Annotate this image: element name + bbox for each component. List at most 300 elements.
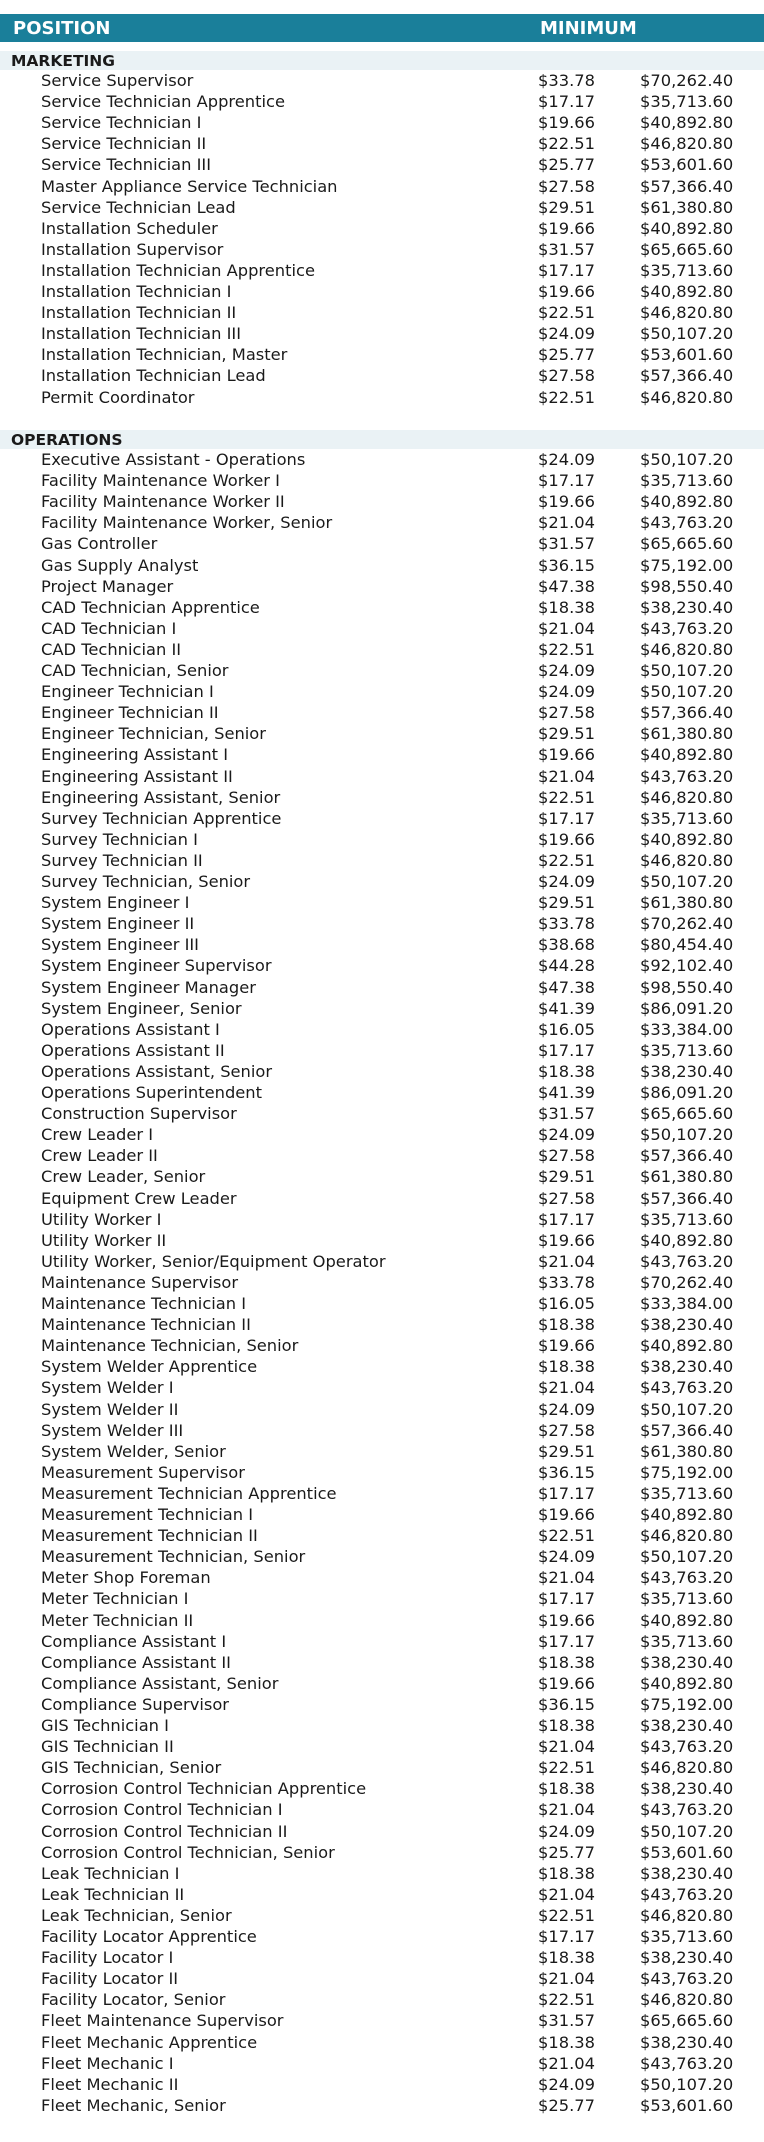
- hourly-minimum-cell: $21.04: [538, 1378, 595, 1398]
- position-cell: Service Supervisor: [41, 71, 194, 90]
- annual-minimum-cell: $43,763.20: [640, 1378, 734, 1398]
- position-cell: Service Technician II: [41, 134, 207, 154]
- table-row: [0, 850, 764, 871]
- table-header: [0, 14, 764, 42]
- position-cell: Measurement Technician I: [41, 1505, 254, 1524]
- hourly-minimum-cell: $17.17: [538, 1040, 595, 1060]
- annual-minimum-cell: $75,192.00: [640, 555, 734, 575]
- table-row: [0, 660, 764, 681]
- annual-minimum-cell: $65,665.60: [640, 239, 734, 259]
- position-cell: Operations Assistant I: [41, 1019, 220, 1039]
- hourly-minimum-cell: $31.57: [538, 239, 595, 259]
- table-row: [0, 176, 764, 197]
- hourly-minimum-cell: $27.58: [538, 1420, 595, 1440]
- annual-minimum-cell: $43,763.20: [640, 1884, 734, 1904]
- annual-minimum-cell: $43,763.20: [640, 513, 734, 533]
- position-cell: Service Technician Lead: [41, 197, 236, 217]
- annual-minimum-cell: $61,380.80: [640, 1167, 734, 1187]
- hourly-minimum-cell: $19.66: [538, 1336, 595, 1356]
- hourly-minimum-cell: $47.38: [538, 576, 595, 596]
- hourly-minimum-cell: $19.66: [538, 218, 595, 238]
- annual-minimum-cell: $38,230.40: [640, 1061, 734, 1081]
- table-row: [0, 197, 764, 218]
- annual-minimum-cell: $50,107.20: [640, 2074, 734, 2094]
- annual-minimum-cell: $50,107.20: [640, 682, 734, 702]
- annual-minimum-cell: $46,820.80: [640, 303, 734, 323]
- position-cell: Measurement Technician, Senior: [41, 1547, 306, 1567]
- table-row: [0, 1377, 764, 1398]
- annual-minimum-cell: $53,601.60: [640, 2095, 734, 2115]
- annual-minimum-cell: $50,107.20: [640, 324, 734, 344]
- position-cell: Master Appliance Service Technician: [41, 176, 338, 196]
- position-cell: Installation Technician III: [41, 324, 242, 344]
- position-cell: Facility Locator II: [41, 1969, 179, 1989]
- table-row: [0, 1462, 764, 1483]
- annual-minimum-cell: $33,384.00: [640, 1294, 734, 1313]
- position-cell: Compliance Assistant, Senior: [41, 1673, 279, 1693]
- position-cell: Equipment Crew Leader: [41, 1188, 237, 1208]
- table-row: [0, 1399, 764, 1420]
- position-cell: Installation Scheduler: [41, 218, 218, 238]
- position-cell: Installation Technician Lead: [41, 366, 266, 386]
- hourly-minimum-cell: $18.38: [538, 2032, 595, 2052]
- annual-minimum-cell: $61,380.80: [640, 893, 734, 913]
- table-row: [0, 1757, 764, 1778]
- hourly-minimum-cell: $22.51: [538, 1990, 595, 2010]
- table-row: [0, 1124, 764, 1145]
- position-cell: GIS Technician II: [41, 1737, 174, 1757]
- annual-minimum-cell: $65,665.60: [640, 2011, 734, 2031]
- table-row: [0, 1715, 764, 1736]
- annual-minimum-cell: $35,713.60: [640, 1483, 734, 1503]
- hourly-minimum-cell: $22.51: [538, 1905, 595, 1925]
- table-row: [0, 1335, 764, 1356]
- annual-minimum-cell: $35,713.60: [640, 1927, 734, 1946]
- hourly-minimum-cell: $24.09: [538, 1547, 595, 1567]
- table-row: [0, 723, 764, 744]
- annual-minimum-cell: $61,380.80: [640, 724, 734, 744]
- table-row: [0, 1293, 764, 1314]
- annual-minimum-cell: $46,820.80: [640, 850, 734, 870]
- position-cell: Fleet Mechanic II: [41, 2074, 179, 2094]
- annual-minimum-cell: $57,366.40: [640, 1188, 734, 1208]
- hourly-minimum-cell: $25.77: [538, 345, 595, 365]
- hourly-minimum-cell: $22.51: [538, 303, 595, 323]
- table-row: [0, 1736, 764, 1757]
- position-cell: System Engineer, Senior: [41, 998, 242, 1018]
- hourly-minimum-cell: $31.57: [538, 2011, 595, 2031]
- table-row: [0, 533, 764, 554]
- table-row: [0, 555, 764, 576]
- position-cell: Corrosion Control Technician I: [41, 1800, 283, 1820]
- position-cell: Operations Assistant II: [41, 1040, 225, 1060]
- hourly-minimum-cell: $25.77: [538, 155, 595, 175]
- annual-minimum-cell: $50,107.20: [640, 1547, 734, 1567]
- hourly-minimum-cell: $22.51: [538, 850, 595, 870]
- position-cell: Measurement Technician II: [41, 1526, 258, 1546]
- table-row: [0, 387, 764, 408]
- table-row: [0, 1103, 764, 1124]
- annual-minimum-cell: $33,384.00: [640, 1019, 734, 1039]
- position-cell: Crew Leader I: [41, 1125, 154, 1145]
- annual-minimum-cell: $70,262.40: [640, 71, 734, 90]
- position-cell: System Engineer III: [41, 935, 199, 955]
- hourly-minimum-cell: $17.17: [538, 92, 595, 112]
- annual-minimum-cell: $35,713.60: [640, 1040, 734, 1060]
- annual-minimum-cell: $35,713.60: [640, 1631, 734, 1651]
- hourly-minimum-cell: $31.57: [538, 1104, 595, 1124]
- hourly-minimum-cell: $22.51: [538, 1526, 595, 1546]
- table-row: [0, 744, 764, 765]
- hourly-minimum-cell: $17.17: [538, 808, 595, 828]
- table-row: [0, 1989, 764, 2010]
- position-cell: CAD Technician, Senior: [41, 661, 229, 680]
- annual-minimum-cell: $53,601.60: [640, 155, 734, 175]
- table-row: [0, 1778, 764, 1799]
- position-cell: Gas Supply Analyst: [41, 555, 199, 575]
- position-cell: Survey Technician II: [41, 850, 203, 870]
- position-cell: Facility Maintenance Worker II: [41, 492, 285, 512]
- table-row: [0, 512, 764, 533]
- annual-minimum-cell: $40,892.80: [640, 492, 734, 512]
- table-row: [0, 449, 764, 470]
- table-row: [0, 344, 764, 365]
- annual-minimum-cell: $38,230.40: [640, 597, 734, 617]
- position-cell: Installation Technician II: [41, 303, 237, 323]
- annual-minimum-cell: $86,091.20: [640, 998, 734, 1018]
- annual-minimum-cell: $40,892.80: [640, 829, 734, 849]
- annual-minimum-cell: $38,230.40: [640, 2032, 734, 2052]
- annual-minimum-cell: $43,763.20: [640, 1800, 734, 1820]
- hourly-minimum-cell: $21.04: [538, 1884, 595, 1904]
- annual-minimum-cell: $70,262.40: [640, 1272, 734, 1292]
- position-cell: Measurement Supervisor: [41, 1462, 245, 1482]
- position-cell: Crew Leader, Senior: [41, 1167, 206, 1187]
- annual-minimum-cell: $43,763.20: [640, 2053, 734, 2073]
- table-row: [0, 491, 764, 512]
- hourly-minimum-cell: $21.04: [538, 1800, 595, 1820]
- hourly-minimum-cell: $17.17: [538, 1927, 595, 1946]
- table-row: [0, 112, 764, 133]
- hourly-minimum-cell: $22.51: [538, 1758, 595, 1778]
- position-cell: Corrosion Control Technician Apprentice: [41, 1779, 367, 1799]
- position-cell: Service Technician III: [41, 155, 212, 175]
- annual-minimum-cell: $43,763.20: [640, 1568, 734, 1588]
- table-row: [0, 133, 764, 154]
- table-row: [0, 218, 764, 239]
- hourly-minimum-cell: $38.68: [538, 935, 595, 955]
- table-row: [0, 1631, 764, 1652]
- hourly-minimum-cell: $19.66: [538, 745, 595, 765]
- table-row: [0, 1968, 764, 1989]
- position-cell: System Welder, Senior: [41, 1441, 226, 1461]
- table-row: [0, 1525, 764, 1546]
- table-row: [0, 1251, 764, 1272]
- annual-minimum-cell: $53,601.60: [640, 345, 734, 365]
- position-cell: Utility Worker, Senior/Equipment Operator: [41, 1251, 386, 1271]
- table-row: [0, 829, 764, 850]
- position-cell: Engineering Assistant I: [41, 745, 229, 765]
- position-cell: Fleet Maintenance Supervisor: [41, 2011, 284, 2031]
- position-cell: System Welder Apprentice: [41, 1357, 258, 1377]
- table-row: [0, 1842, 764, 1863]
- annual-minimum-cell: $57,366.40: [640, 703, 734, 723]
- table-row: [0, 1673, 764, 1694]
- hourly-minimum-cell: $18.38: [538, 1716, 595, 1735]
- table-row: [0, 1356, 764, 1377]
- table-row: [0, 1061, 764, 1082]
- position-cell: Utility Worker II: [41, 1230, 167, 1250]
- hourly-minimum-cell: $21.04: [538, 1251, 595, 1271]
- table-row: [0, 1019, 764, 1040]
- annual-minimum-cell: $38,230.40: [640, 1716, 734, 1735]
- annual-minimum-cell: $46,820.80: [640, 387, 734, 407]
- annual-minimum-cell: $57,366.40: [640, 1420, 734, 1440]
- hourly-minimum-cell: $21.04: [538, 1737, 595, 1757]
- table-row: [0, 70, 764, 91]
- position-cell: Engineer Technician II: [41, 703, 219, 723]
- hourly-minimum-cell: $18.38: [538, 1779, 595, 1799]
- annual-minimum-cell: $40,892.80: [640, 1505, 734, 1524]
- table-row: [0, 787, 764, 808]
- annual-minimum-cell: $40,892.80: [640, 113, 734, 133]
- hourly-minimum-cell: $29.51: [538, 724, 595, 744]
- hourly-minimum-cell: $19.66: [538, 282, 595, 301]
- table-row: [0, 1483, 764, 1504]
- annual-minimum-cell: $35,713.60: [640, 260, 734, 280]
- position-cell: Fleet Mechanic I: [41, 2053, 174, 2073]
- hourly-minimum-cell: $18.38: [538, 1357, 595, 1377]
- minimum-column-header: MINIMUM: [540, 18, 637, 39]
- annual-minimum-cell: $40,892.80: [640, 745, 734, 765]
- position-cell: Installation Supervisor: [41, 239, 224, 259]
- hourly-minimum-cell: $22.51: [538, 387, 595, 407]
- position-cell: Facility Locator, Senior: [41, 1990, 226, 2010]
- annual-minimum-cell: $43,763.20: [640, 1737, 734, 1757]
- table-row: [0, 977, 764, 998]
- annual-minimum-cell: $98,550.40: [640, 576, 734, 596]
- hourly-minimum-cell: $29.51: [538, 893, 595, 913]
- table-row: [0, 892, 764, 913]
- hourly-minimum-cell: $17.17: [538, 1589, 595, 1609]
- table-row: [0, 2095, 764, 2116]
- position-cell: Facility Locator Apprentice: [41, 1927, 257, 1946]
- annual-minimum-cell: $38,230.40: [640, 1315, 734, 1335]
- table-row: [0, 1567, 764, 1588]
- table-row: [0, 1546, 764, 1567]
- hourly-minimum-cell: $17.17: [538, 260, 595, 280]
- hourly-minimum-cell: $24.09: [538, 2074, 595, 2094]
- annual-minimum-cell: $35,713.60: [640, 808, 734, 828]
- annual-minimum-cell: $46,820.80: [640, 787, 734, 807]
- annual-minimum-cell: $38,230.40: [640, 1948, 734, 1968]
- table-row: [0, 1947, 764, 1968]
- table-row: [0, 1884, 764, 1905]
- position-cell: Meter Technician II: [41, 1610, 194, 1630]
- hourly-minimum-cell: $18.38: [538, 1315, 595, 1335]
- table-row: [0, 1905, 764, 1926]
- annual-minimum-cell: $38,230.40: [640, 1863, 734, 1883]
- position-cell: Operations Assistant, Senior: [41, 1061, 273, 1081]
- position-cell: Service Technician I: [41, 113, 202, 133]
- table-row: [0, 1230, 764, 1251]
- annual-minimum-cell: $53,601.60: [640, 1842, 734, 1862]
- position-cell: Leak Technician, Senior: [41, 1905, 232, 1925]
- position-cell: CAD Technician I: [41, 618, 177, 638]
- position-cell: Survey Technician I: [41, 829, 198, 849]
- table-row: [0, 2010, 764, 2031]
- table-row: [0, 1145, 764, 1166]
- annual-minimum-cell: $46,820.80: [640, 1990, 734, 2010]
- table-row: [0, 913, 764, 934]
- table-row: [0, 998, 764, 1019]
- position-cell: System Welder I: [41, 1378, 174, 1398]
- table-row: [0, 323, 764, 344]
- table-row: [0, 1610, 764, 1631]
- annual-minimum-cell: $40,892.80: [640, 1610, 734, 1630]
- position-cell: Crew Leader II: [41, 1146, 158, 1166]
- hourly-minimum-cell: $36.15: [538, 1462, 595, 1482]
- position-cell: Gas Controller: [41, 534, 158, 554]
- annual-minimum-cell: $43,763.20: [640, 766, 734, 786]
- position-cell: Engineer Technician I: [41, 682, 214, 702]
- annual-minimum-cell: $65,665.60: [640, 1104, 734, 1124]
- hourly-minimum-cell: $25.77: [538, 2095, 595, 2115]
- table-row: [0, 2053, 764, 2074]
- annual-minimum-cell: $40,892.80: [640, 282, 734, 301]
- position-cell: Utility Worker I: [41, 1209, 162, 1229]
- annual-minimum-cell: $65,665.60: [640, 534, 734, 554]
- annual-minimum-cell: $57,366.40: [640, 366, 734, 386]
- annual-minimum-cell: $86,091.20: [640, 1083, 734, 1102]
- position-cell: Maintenance Technician, Senior: [41, 1336, 299, 1356]
- position-column-header: POSITION: [13, 18, 111, 39]
- hourly-minimum-cell: $18.38: [538, 1652, 595, 1672]
- position-cell: System Engineer I: [41, 893, 190, 913]
- table-row: [0, 1504, 764, 1525]
- hourly-minimum-cell: $17.17: [538, 1631, 595, 1651]
- table-row: [0, 1652, 764, 1673]
- table-row: [0, 1441, 764, 1462]
- annual-minimum-cell: $35,713.60: [640, 471, 734, 491]
- position-cell: Leak Technician I: [41, 1863, 180, 1883]
- hourly-minimum-cell: $27.58: [538, 1188, 595, 1208]
- annual-minimum-cell: $46,820.80: [640, 134, 734, 154]
- hourly-minimum-cell: $24.09: [538, 324, 595, 344]
- hourly-minimum-cell: $19.66: [538, 1673, 595, 1693]
- position-cell: Facility Maintenance Worker, Senior: [41, 513, 333, 533]
- position-cell: Installation Technician Apprentice: [41, 260, 315, 280]
- hourly-minimum-cell: $19.66: [538, 113, 595, 133]
- annual-minimum-cell: $46,820.80: [640, 1758, 734, 1778]
- annual-minimum-cell: $98,550.40: [640, 977, 734, 997]
- table-row: [0, 597, 764, 618]
- position-cell: Corrosion Control Technician, Senior: [41, 1842, 335, 1862]
- hourly-minimum-cell: $24.09: [538, 1125, 595, 1145]
- section-title: OPERATIONS: [11, 431, 123, 449]
- annual-minimum-cell: $50,107.20: [640, 661, 734, 680]
- section-title: MARKETING: [11, 52, 115, 70]
- table-row: [0, 1314, 764, 1335]
- hourly-minimum-cell: $22.51: [538, 787, 595, 807]
- position-cell: Installation Technician I: [41, 282, 232, 301]
- annual-minimum-cell: $50,107.20: [640, 1125, 734, 1145]
- annual-minimum-cell: $61,380.80: [640, 197, 734, 217]
- table-row: [0, 281, 764, 302]
- position-cell: Service Technician Apprentice: [41, 92, 285, 112]
- position-cell: Fleet Mechanic, Senior: [41, 2095, 226, 2115]
- annual-minimum-cell: $35,713.60: [640, 1209, 734, 1229]
- hourly-minimum-cell: $18.38: [538, 1948, 595, 1968]
- hourly-minimum-cell: $36.15: [538, 1694, 595, 1714]
- annual-minimum-cell: $70,262.40: [640, 914, 734, 934]
- hourly-minimum-cell: $21.04: [538, 1568, 595, 1588]
- position-cell: Engineering Assistant II: [41, 766, 233, 786]
- table-row: [0, 154, 764, 175]
- position-cell: Measurement Technician Apprentice: [41, 1483, 337, 1503]
- annual-minimum-cell: $50,107.20: [640, 872, 734, 891]
- hourly-minimum-cell: $36.15: [538, 555, 595, 575]
- table-row: [0, 1799, 764, 1820]
- annual-minimum-cell: $38,230.40: [640, 1357, 734, 1377]
- table-row: [0, 681, 764, 702]
- hourly-minimum-cell: $21.04: [538, 618, 595, 638]
- annual-minimum-cell: $40,892.80: [640, 1673, 734, 1693]
- position-cell: System Engineer Supervisor: [41, 956, 272, 976]
- hourly-minimum-cell: $21.04: [538, 513, 595, 533]
- table-row: [0, 239, 764, 260]
- table-row: [0, 1420, 764, 1441]
- table-row: [0, 766, 764, 787]
- hourly-minimum-cell: $24.09: [538, 682, 595, 702]
- annual-minimum-cell: $38,230.40: [640, 1652, 734, 1672]
- position-cell: Facility Maintenance Worker I: [41, 471, 280, 491]
- annual-minimum-cell: $40,892.80: [640, 1230, 734, 1250]
- annual-minimum-cell: $43,763.20: [640, 618, 734, 638]
- annual-minimum-cell: $38,230.40: [640, 1779, 734, 1799]
- annual-minimum-cell: $57,366.40: [640, 1146, 734, 1166]
- table-row: [0, 702, 764, 723]
- table-row: [0, 1040, 764, 1061]
- position-cell: Maintenance Supervisor: [41, 1272, 239, 1292]
- hourly-minimum-cell: $24.09: [538, 450, 595, 469]
- hourly-minimum-cell: $29.51: [538, 1441, 595, 1461]
- hourly-minimum-cell: $17.17: [538, 471, 595, 491]
- position-cell: Survey Technician, Senior: [41, 872, 251, 891]
- position-cell: Permit Coordinator: [41, 387, 195, 407]
- position-cell: Engineer Technician, Senior: [41, 724, 266, 744]
- hourly-minimum-cell: $24.09: [538, 872, 595, 891]
- position-cell: Project Manager: [41, 576, 174, 596]
- annual-minimum-cell: $80,454.40: [640, 935, 734, 955]
- position-cell: Corrosion Control Technician II: [41, 1821, 288, 1841]
- hourly-minimum-cell: $19.66: [538, 1230, 595, 1250]
- position-cell: CAD Technician Apprentice: [41, 597, 260, 617]
- annual-minimum-cell: $46,820.80: [640, 1526, 734, 1546]
- position-cell: GIS Technician, Senior: [41, 1758, 222, 1778]
- hourly-minimum-cell: $21.04: [538, 766, 595, 786]
- annual-minimum-cell: $50,107.20: [640, 450, 734, 469]
- position-cell: Engineering Assistant, Senior: [41, 787, 281, 807]
- annual-minimum-cell: $35,713.60: [640, 92, 734, 112]
- section-header: [0, 51, 764, 70]
- table-row: [0, 576, 764, 597]
- annual-minimum-cell: $50,107.20: [640, 1821, 734, 1841]
- hourly-minimum-cell: $24.09: [538, 661, 595, 680]
- table-row: [0, 1863, 764, 1884]
- hourly-minimum-cell: $27.58: [538, 703, 595, 723]
- table-row: [0, 1588, 764, 1609]
